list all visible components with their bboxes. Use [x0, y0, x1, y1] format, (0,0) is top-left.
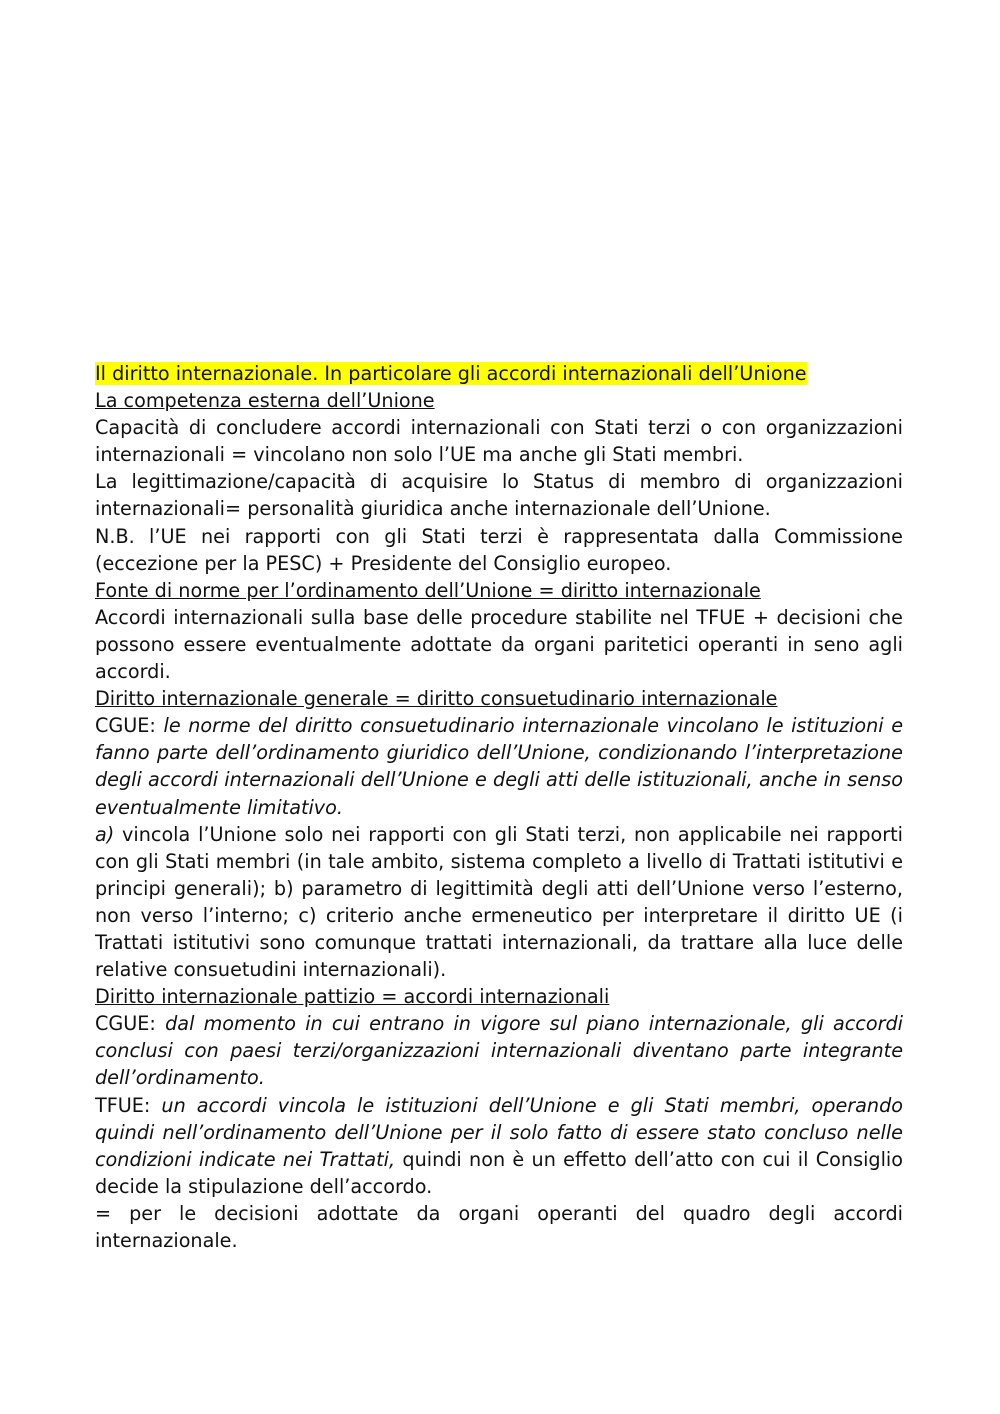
paragraph-decisions: = per le decisioni adottate da organi operanti del quadro degli accordi internazionale. [95, 1201, 903, 1252]
paragraph-cgue-customary [95, 712, 903, 820]
section-heading-general-international-law: Diritto internazionale generale = diritto consuetudinario internazionale [95, 687, 778, 711]
paragraph-quote: le norme del diritto consuetudinario internazionale vincolano le istituzioni e fanno parte dell’ordinamento giuridico dell’Unione, condizionando l’interpretazione degli accordi internazionali dell’Unione e degli atti delle istituzionali, anche in senso eventualmente limitativo. [95, 714, 904, 819]
paragraph-quote: dal momento in cui entrano in vigore sul piano internazionale, gli accordi conclusi con paesi terzi/organizzazioni internazionali diventano parte integrante dell’ordinamento. [95, 1012, 903, 1090]
paragraph-binding-points [95, 821, 903, 984]
paragraph-text: quindi non è un effetto dell’atto con cui il Consiglio decide la stipulazione dell’accordo. [95, 1147, 903, 1198]
document-title: Il diritto internazionale. In particolare gli accordi internazionali dell’Unione [95, 362, 807, 385]
paragraph-capacity: Capacità di concludere accordi internazionali con Stati terzi o con organizzazioni internazionali = vincolano non solo l’UE ma anche gli Stati membri. [95, 416, 903, 467]
paragraph-quote: un accordi vincola le istituzioni dell’Unione e gli Stati membri, operando quindi nell’ordinamento dell’Unione per il solo fatto di essere stato concluso nelle condizioni indicate nei Trattati, [95, 1093, 903, 1171]
paragraph-tfue [95, 1092, 903, 1200]
paragraph-legitimation: La legittimazione/capacità di acquisire lo Status di membro di organizzazioni internazionali= personalità giuridica anche internazionale dell’Unione. [95, 470, 903, 521]
paragraph-marker: a) [95, 822, 115, 846]
section-heading-external-competence: La competenza esterna dell’Unione [95, 389, 435, 413]
section-heading-treaty-law: Diritto internazionale pattizio = accordi internazionali [95, 985, 610, 1009]
paragraph-lead: TFUE: [95, 1093, 162, 1117]
document-body [95, 360, 903, 1254]
paragraph-text: vincola l’Unione solo nei rapporti con gli Stati terzi, non applicabile nei rapporti con gli Stati membri (in tale ambito, sistema completo a livello di Trattati istitutivi e principi generali); b) parametro di legittimità degli atti dell’Unione verso l’esterno, non verso l’interno; c) criterio anche ermeneutico per interpretare il diritto UE (i Trattati istitutivi sono comunque trattati internazionali, da trattare alla luce delle relative consuetudini internazionali). [95, 822, 903, 982]
title-line [95, 360, 903, 387]
paragraph-international-agreements: Accordi internazionali sulla base delle procedure stabilite nel TFUE + decisioni che possono essere eventualmente adottate da organi paritetici operanti in seno agli accordi. [95, 605, 903, 684]
paragraph-lead: CGUE: [95, 1012, 166, 1036]
section-heading-source-of-norms: Fonte di norme per l’ordinamento dell’Unione = diritto internazionale [95, 578, 761, 602]
paragraph-nb-representation: N.B. l’UE nei rapporti con gli Stati terzi è rappresentata dalla Commissione (eccezione per la PESC) + Presidente del Consiglio europeo. [95, 524, 903, 575]
paragraph-lead: CGUE: [95, 714, 164, 738]
paragraph-cgue-agreements [95, 1010, 903, 1091]
